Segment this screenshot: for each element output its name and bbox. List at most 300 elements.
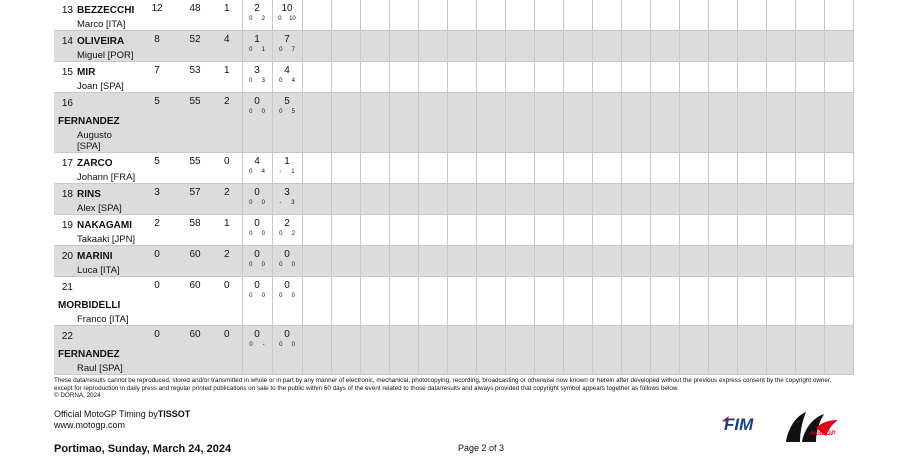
fim-logo-icon xyxy=(720,413,768,433)
round-1-total: 4 xyxy=(254,156,260,167)
empty-round-cell xyxy=(389,215,418,246)
empty-round-cell xyxy=(476,277,505,326)
round-1-race: 0 xyxy=(261,262,265,268)
empty-round-cell xyxy=(418,62,447,93)
rider-cell xyxy=(54,93,136,153)
table-row xyxy=(54,326,853,375)
table-row xyxy=(54,184,853,215)
empty-round-cell xyxy=(708,93,737,153)
points-cell xyxy=(136,153,178,184)
empty-round-cell xyxy=(737,31,766,62)
empty-round-cell xyxy=(737,326,766,375)
empty-round-cell xyxy=(534,215,563,246)
points-value: 0 xyxy=(154,329,160,340)
empty-round-cell xyxy=(737,184,766,215)
rider-cell xyxy=(54,0,136,31)
empty-round-cell xyxy=(766,0,795,31)
empty-round-cell xyxy=(766,215,795,246)
table-row xyxy=(54,93,853,153)
empty-round-cell xyxy=(650,93,679,153)
rider-last-name: MIR xyxy=(77,67,96,78)
empty-round-cell xyxy=(476,215,505,246)
empty-round-cell xyxy=(505,277,534,326)
empty-round-cell xyxy=(592,326,621,375)
gap-cell xyxy=(178,31,212,62)
empty-round-cell xyxy=(737,153,766,184)
empty-round-cell xyxy=(476,93,505,153)
empty-round-cell xyxy=(389,184,418,215)
empty-round-cell xyxy=(505,153,534,184)
empty-round-cell xyxy=(650,326,679,375)
empty-round-cell xyxy=(447,184,476,215)
empty-round-cell xyxy=(505,62,534,93)
round-1-total: 0 xyxy=(254,187,260,198)
gap-cell xyxy=(178,215,212,246)
points-cell xyxy=(136,215,178,246)
table-row xyxy=(54,0,853,31)
empty-round-cell xyxy=(766,277,795,326)
empty-round-cell xyxy=(795,62,824,93)
empty-round-cell xyxy=(650,277,679,326)
empty-round-cell xyxy=(476,246,505,277)
table-row xyxy=(54,277,853,326)
empty-round-cell xyxy=(592,62,621,93)
wins-cell xyxy=(212,31,242,62)
rider-cell xyxy=(54,62,136,93)
empty-round-cell xyxy=(476,326,505,375)
empty-round-cell xyxy=(824,93,853,153)
wins-value: 0 xyxy=(223,329,230,340)
round-2-sprint: 0 xyxy=(279,47,283,53)
round-1-sprint: 0 xyxy=(249,109,253,115)
wins-cell xyxy=(212,277,242,326)
empty-round-cell xyxy=(302,31,331,62)
empty-round-cell xyxy=(679,31,708,62)
empty-round-cell xyxy=(708,184,737,215)
empty-round-cell xyxy=(679,277,708,326)
gap-value: 58 xyxy=(189,218,201,229)
round-1-sprint: 0 xyxy=(249,200,253,206)
empty-round-cell xyxy=(360,277,389,326)
empty-round-cell xyxy=(650,31,679,62)
empty-round-cell xyxy=(795,277,824,326)
round-1-total: 0 xyxy=(254,280,260,291)
rider-first-name: Takaaki [JPN] xyxy=(77,234,136,245)
motogp-logo-icon xyxy=(782,408,844,446)
round-1-race: 0 xyxy=(261,231,265,237)
round-1-sprint: 0 xyxy=(249,342,253,348)
empty-round-cell xyxy=(708,277,737,326)
round-1-total: 2 xyxy=(254,3,260,14)
empty-round-cell xyxy=(360,215,389,246)
round-2-cell xyxy=(272,184,302,215)
round-1-cell xyxy=(242,246,272,277)
empty-round-cell xyxy=(824,184,853,215)
empty-round-cell xyxy=(331,184,360,215)
empty-round-cell xyxy=(621,277,650,326)
website-link[interactable]: www.motogp.com xyxy=(54,420,126,430)
empty-round-cell xyxy=(650,215,679,246)
empty-round-cell xyxy=(621,184,650,215)
empty-round-cell xyxy=(331,153,360,184)
empty-round-cell xyxy=(708,62,737,93)
empty-round-cell xyxy=(679,93,708,153)
empty-round-cell xyxy=(534,246,563,277)
empty-round-cell xyxy=(418,31,447,62)
gap-cell xyxy=(178,0,212,31)
empty-round-cell xyxy=(824,153,853,184)
empty-round-cell xyxy=(447,277,476,326)
round-1-race: 4 xyxy=(261,169,265,175)
round-2-cell xyxy=(272,153,302,184)
round-1-sprint: 0 xyxy=(249,47,253,53)
empty-round-cell xyxy=(302,93,331,153)
table-row xyxy=(54,215,853,246)
empty-round-cell xyxy=(302,184,331,215)
empty-round-cell xyxy=(302,0,331,31)
round-2-cell xyxy=(272,0,302,31)
round-2-race: 0 xyxy=(291,342,295,348)
empty-round-cell xyxy=(824,215,853,246)
round-2-race: 2 xyxy=(291,231,295,237)
points-cell xyxy=(136,326,178,375)
empty-round-cell xyxy=(505,184,534,215)
empty-round-cell xyxy=(505,326,534,375)
empty-round-cell xyxy=(505,93,534,153)
round-2-race: 4 xyxy=(291,78,295,84)
empty-round-cell xyxy=(418,246,447,277)
gap-value: 55 xyxy=(189,96,201,107)
rider-rank: 14 xyxy=(61,36,73,47)
round-2-total: 2 xyxy=(284,218,290,229)
empty-round-cell xyxy=(708,153,737,184)
gap-value: 48 xyxy=(189,3,201,14)
round-1-sprint: 0 xyxy=(249,262,253,268)
rider-cell xyxy=(54,184,136,215)
points-value: 12 xyxy=(151,3,163,14)
empty-round-cell xyxy=(360,31,389,62)
empty-round-cell xyxy=(650,153,679,184)
empty-round-cell xyxy=(331,93,360,153)
wins-value: 2 xyxy=(223,187,230,198)
empty-round-cell xyxy=(505,31,534,62)
empty-round-cell xyxy=(302,277,331,326)
rider-first-name: Johann [FRA] xyxy=(77,172,136,183)
empty-round-cell xyxy=(418,0,447,31)
gap-value: 52 xyxy=(189,34,201,45)
round-2-race: 7 xyxy=(291,47,295,53)
points-value: 3 xyxy=(154,187,160,198)
empty-round-cell xyxy=(650,184,679,215)
empty-round-cell xyxy=(534,0,563,31)
empty-round-cell xyxy=(592,215,621,246)
empty-round-cell xyxy=(650,0,679,31)
empty-round-cell xyxy=(302,62,331,93)
round-1-total: 3 xyxy=(254,65,260,76)
points-value: 8 xyxy=(154,34,160,45)
round-2-race: 5 xyxy=(291,109,295,115)
wins-cell xyxy=(212,0,242,31)
wins-value: 2 xyxy=(223,96,230,107)
page-number: Page 2 of 3 xyxy=(458,443,505,453)
empty-round-cell xyxy=(563,326,592,375)
empty-round-cell xyxy=(534,277,563,326)
wins-value: 0 xyxy=(223,156,230,167)
empty-round-cell xyxy=(447,0,476,31)
round-2-race: 3 xyxy=(291,200,295,206)
empty-round-cell xyxy=(563,277,592,326)
empty-round-cell xyxy=(795,215,824,246)
table-row xyxy=(54,31,853,62)
empty-round-cell xyxy=(302,326,331,375)
empty-round-cell xyxy=(679,184,708,215)
empty-round-cell xyxy=(708,246,737,277)
wins-cell xyxy=(212,93,242,153)
empty-round-cell xyxy=(389,93,418,153)
empty-round-cell xyxy=(447,326,476,375)
round-1-cell xyxy=(242,0,272,31)
empty-round-cell xyxy=(389,31,418,62)
points-cell xyxy=(136,184,178,215)
wins-cell xyxy=(212,153,242,184)
gap-value: 60 xyxy=(189,329,201,340)
empty-round-cell xyxy=(389,62,418,93)
empty-round-cell xyxy=(795,184,824,215)
empty-round-cell xyxy=(447,246,476,277)
rider-rank: 21 xyxy=(61,282,73,293)
round-2-cell xyxy=(272,62,302,93)
empty-round-cell xyxy=(592,0,621,31)
empty-round-cell xyxy=(360,153,389,184)
empty-round-cell xyxy=(737,93,766,153)
empty-round-cell xyxy=(592,184,621,215)
empty-round-cell xyxy=(418,215,447,246)
empty-round-cell xyxy=(563,62,592,93)
rider-rank: 19 xyxy=(61,220,73,231)
empty-round-cell xyxy=(737,277,766,326)
empty-round-cell xyxy=(563,31,592,62)
round-2-cell xyxy=(272,246,302,277)
empty-round-cell xyxy=(331,277,360,326)
rider-rank: 18 xyxy=(61,189,73,200)
empty-round-cell xyxy=(360,62,389,93)
empty-round-cell xyxy=(766,62,795,93)
empty-round-cell xyxy=(766,184,795,215)
round-1-cell xyxy=(242,153,272,184)
rider-last-name: OLIVEIRA xyxy=(77,36,125,47)
rider-cell xyxy=(54,153,136,184)
points-cell xyxy=(136,62,178,93)
empty-round-cell xyxy=(534,326,563,375)
round-1-sprint: 0 xyxy=(249,78,253,84)
wins-cell xyxy=(212,326,242,375)
empty-round-cell xyxy=(563,246,592,277)
round-2-total: 10 xyxy=(281,3,293,14)
empty-round-cell xyxy=(679,62,708,93)
round-2-total: 0 xyxy=(284,280,290,291)
round-2-total: 0 xyxy=(284,329,290,340)
round-1-race: 0 xyxy=(261,293,265,299)
gap-cell xyxy=(178,184,212,215)
round-2-sprint: 0 xyxy=(278,16,282,22)
rider-last-name: RINS xyxy=(77,189,101,200)
empty-round-cell xyxy=(505,215,534,246)
empty-round-cell xyxy=(418,184,447,215)
round-2-sprint: - xyxy=(279,169,282,175)
rider-cell xyxy=(54,246,136,277)
round-2-total: 1 xyxy=(284,156,290,167)
empty-round-cell xyxy=(679,153,708,184)
round-1-cell xyxy=(242,215,272,246)
wins-value: 0 xyxy=(223,280,230,291)
round-2-race: 1 xyxy=(291,169,295,175)
round-2-sprint: 0 xyxy=(279,231,283,237)
empty-round-cell xyxy=(360,0,389,31)
empty-round-cell xyxy=(331,215,360,246)
empty-round-cell xyxy=(360,246,389,277)
empty-round-cell xyxy=(679,246,708,277)
standings-table xyxy=(54,0,854,375)
empty-round-cell xyxy=(650,246,679,277)
gap-cell xyxy=(178,153,212,184)
round-1-total: 0 xyxy=(254,249,260,260)
round-1-cell xyxy=(242,93,272,153)
rider-rank: 16 xyxy=(61,98,73,109)
empty-round-cell xyxy=(621,153,650,184)
round-1-total: 0 xyxy=(254,329,260,340)
empty-round-cell xyxy=(621,31,650,62)
round-2-race: 10 xyxy=(289,16,296,22)
official-timing-credit xyxy=(54,409,190,419)
round-2-cell xyxy=(272,31,302,62)
empty-round-cell xyxy=(534,184,563,215)
wins-cell xyxy=(212,246,242,277)
points-value: 0 xyxy=(154,249,160,260)
empty-round-cell xyxy=(331,326,360,375)
empty-round-cell xyxy=(737,62,766,93)
empty-round-cell xyxy=(302,153,331,184)
empty-round-cell xyxy=(766,326,795,375)
wins-cell xyxy=(212,184,242,215)
round-2-sprint: - xyxy=(279,200,282,206)
round-2-total: 3 xyxy=(284,187,290,198)
empty-round-cell xyxy=(563,153,592,184)
gap-value: 60 xyxy=(189,249,201,260)
empty-round-cell xyxy=(302,246,331,277)
gap-value: 60 xyxy=(189,280,201,291)
empty-round-cell xyxy=(592,93,621,153)
empty-round-cell xyxy=(708,31,737,62)
empty-round-cell xyxy=(650,62,679,93)
round-2-sprint: 0 xyxy=(279,262,283,268)
empty-round-cell xyxy=(824,62,853,93)
empty-round-cell xyxy=(389,0,418,31)
empty-round-cell xyxy=(679,215,708,246)
round-2-race: 0 xyxy=(291,293,295,299)
points-cell xyxy=(136,246,178,277)
round-2-total: 0 xyxy=(284,249,290,260)
wins-value: 1 xyxy=(223,65,230,76)
empty-round-cell xyxy=(708,0,737,31)
empty-round-cell xyxy=(795,93,824,153)
gap-cell xyxy=(178,246,212,277)
rider-first-name: Miguel [POR] xyxy=(77,50,134,61)
empty-round-cell xyxy=(795,326,824,375)
rider-cell xyxy=(54,31,136,62)
round-2-total: 4 xyxy=(284,65,290,76)
round-2-sprint: 0 xyxy=(279,78,283,84)
empty-round-cell xyxy=(302,215,331,246)
round-1-race: 0 xyxy=(261,109,265,115)
empty-round-cell xyxy=(824,277,853,326)
round-2-sprint: 0 xyxy=(279,293,283,299)
rider-first-name: Alex [SPA] xyxy=(77,203,122,214)
rider-last-name: NAKAGAMI xyxy=(77,220,132,231)
points-cell xyxy=(136,31,178,62)
gap-value: 53 xyxy=(189,65,201,76)
empty-round-cell xyxy=(824,326,853,375)
empty-round-cell xyxy=(824,31,853,62)
round-1-race: 3 xyxy=(261,78,265,84)
rider-cell xyxy=(54,277,136,326)
empty-round-cell xyxy=(476,62,505,93)
rider-first-name: Franco [ITA] xyxy=(77,314,129,325)
rider-rank: 15 xyxy=(61,67,73,78)
empty-round-cell xyxy=(621,0,650,31)
empty-round-cell xyxy=(360,184,389,215)
empty-round-cell xyxy=(795,246,824,277)
rider-first-name: Luca [ITA] xyxy=(77,265,120,276)
empty-round-cell xyxy=(534,93,563,153)
empty-round-cell xyxy=(447,93,476,153)
empty-round-cell xyxy=(476,184,505,215)
points-value: 2 xyxy=(154,218,160,229)
empty-round-cell xyxy=(418,326,447,375)
gap-cell xyxy=(178,326,212,375)
points-cell xyxy=(136,93,178,153)
round-1-sprint: 0 xyxy=(249,169,253,175)
empty-round-cell xyxy=(389,277,418,326)
empty-round-cell xyxy=(563,215,592,246)
round-1-total: 1 xyxy=(254,34,260,45)
rider-first-name: Augusto [SPA] xyxy=(77,130,112,152)
empty-round-cell xyxy=(534,31,563,62)
points-value: 0 xyxy=(154,280,160,291)
empty-round-cell xyxy=(621,246,650,277)
empty-round-cell xyxy=(331,62,360,93)
round-1-total: 0 xyxy=(254,96,260,107)
empty-round-cell xyxy=(418,153,447,184)
points-value: 7 xyxy=(154,65,160,76)
round-2-sprint: 0 xyxy=(279,342,283,348)
empty-round-cell xyxy=(360,93,389,153)
wins-value: 2 xyxy=(223,249,230,260)
round-1-race: 1 xyxy=(261,47,265,53)
empty-round-cell xyxy=(505,246,534,277)
rider-rank: 13 xyxy=(61,5,73,16)
empty-round-cell xyxy=(679,326,708,375)
empty-round-cell xyxy=(766,153,795,184)
empty-round-cell xyxy=(534,153,563,184)
round-1-sprint: 0 xyxy=(249,231,253,237)
table-row xyxy=(54,62,853,93)
empty-round-cell xyxy=(592,153,621,184)
round-2-sprint: 0 xyxy=(279,109,283,115)
empty-round-cell xyxy=(360,326,389,375)
empty-round-cell xyxy=(592,277,621,326)
fim-logo-text: FIM xyxy=(724,415,754,433)
empty-round-cell xyxy=(389,246,418,277)
